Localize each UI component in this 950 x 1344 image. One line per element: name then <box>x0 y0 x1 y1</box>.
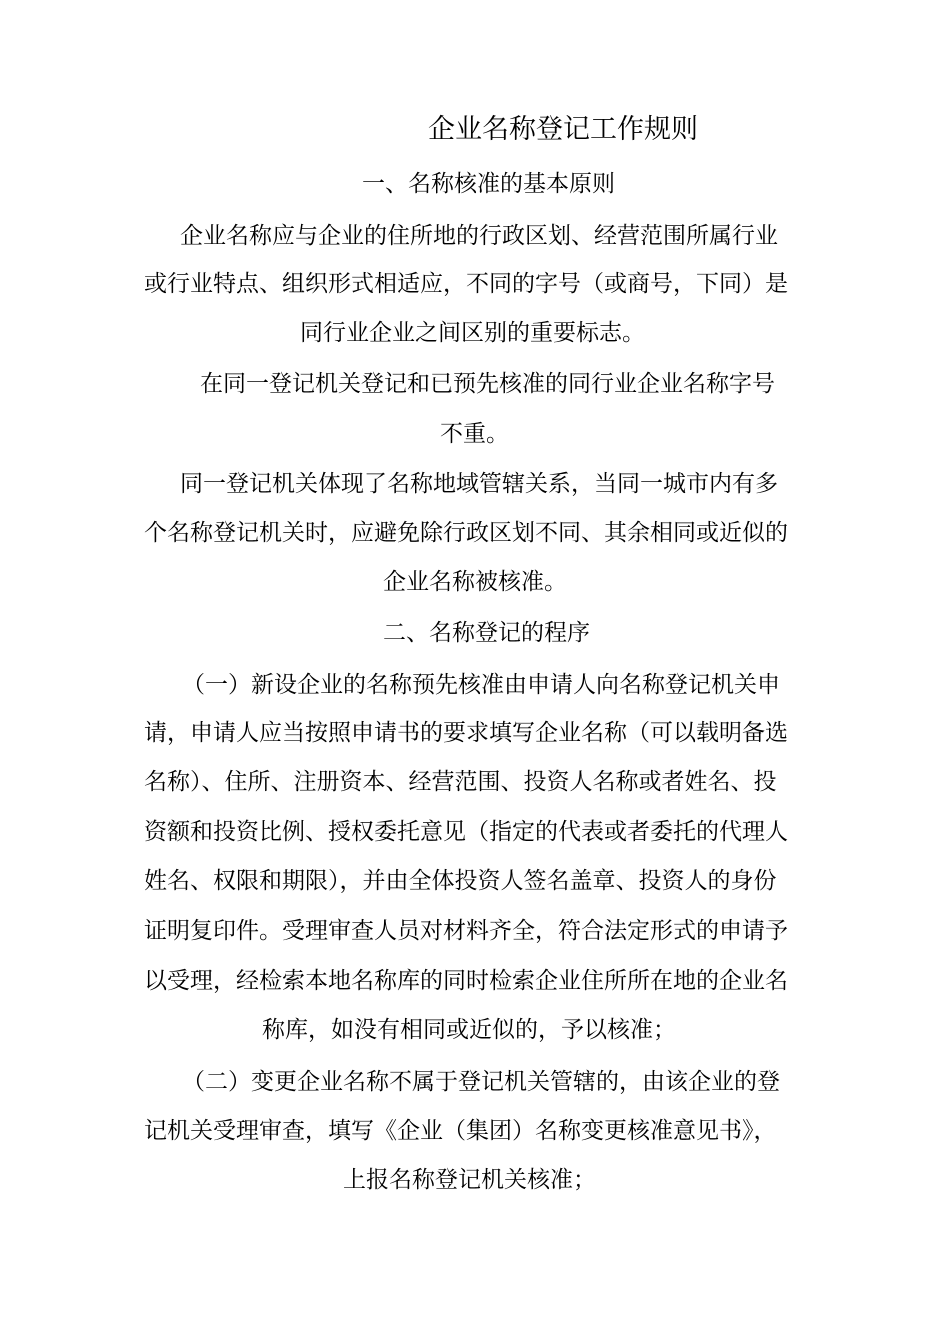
paragraph-line: 资额和投资比例、授权委托意见（指定的代表或者委托的代理人 <box>144 819 788 845</box>
paragraph-line: （一）新设企业的名称预先核准由申请人向名称登记机关申 <box>182 672 780 698</box>
paragraph-line: 以受理，经检索本地名称库的同时检索企业住所所在地的企业名 <box>144 968 788 994</box>
paragraph-line: 个名称登记机关时，应避免除行政区划不同、其余相同或近似的 <box>144 520 788 546</box>
paragraph-line: 或行业特点、组织形式相适应，不同的字号（或商号，下同）是 <box>144 271 788 297</box>
section-heading: 一、名称核准的基本原则 <box>362 171 615 197</box>
paragraph-line: 同行业企业之间区别的重要标志。 <box>300 320 645 346</box>
paragraph-line: 在同一登记机关登记和已预先核准的同行业企业名称字号 <box>200 371 775 397</box>
paragraph-line: 不重。 <box>440 421 509 447</box>
document-title: 企业名称登记工作规则 <box>428 114 698 145</box>
paragraph-line: 证明复印件。受理审查人员对材料齐全，符合法定形式的申请予 <box>144 918 788 944</box>
paragraph-line: 上报名称登记机关核准； <box>343 1167 596 1193</box>
paragraph-line: 同一登记机关体现了名称地域管辖关系，当同一城市内有多 <box>180 471 778 497</box>
paragraph-line: 企业名称应与企业的住所地的行政区划、经营范围所属行业 <box>180 223 778 249</box>
section-heading: 二、名称登记的程序 <box>383 620 590 646</box>
paragraph-line: 记机关受理审查，填写《企业（集团）名称变更核准意见书》， <box>144 1118 777 1144</box>
paragraph-line: 姓名、权限和期限），并由全体投资人签名盖章、投资人的身份 <box>144 868 777 894</box>
paragraph-line: 称库，如没有相同或近似的，予以核准； <box>262 1017 676 1043</box>
paragraph-line: （二）变更企业名称不属于登记机关管辖的，由该企业的登 <box>182 1069 780 1095</box>
paragraph-line: 企业名称被核准。 <box>383 569 567 595</box>
paragraph-line: 请，申请人应当按照申请书的要求填写企业名称（可以载明备选 <box>144 720 788 746</box>
paragraph-line: 名称）、住所、注册资本、经营范围、投资人名称或者姓名、投 <box>144 769 777 795</box>
